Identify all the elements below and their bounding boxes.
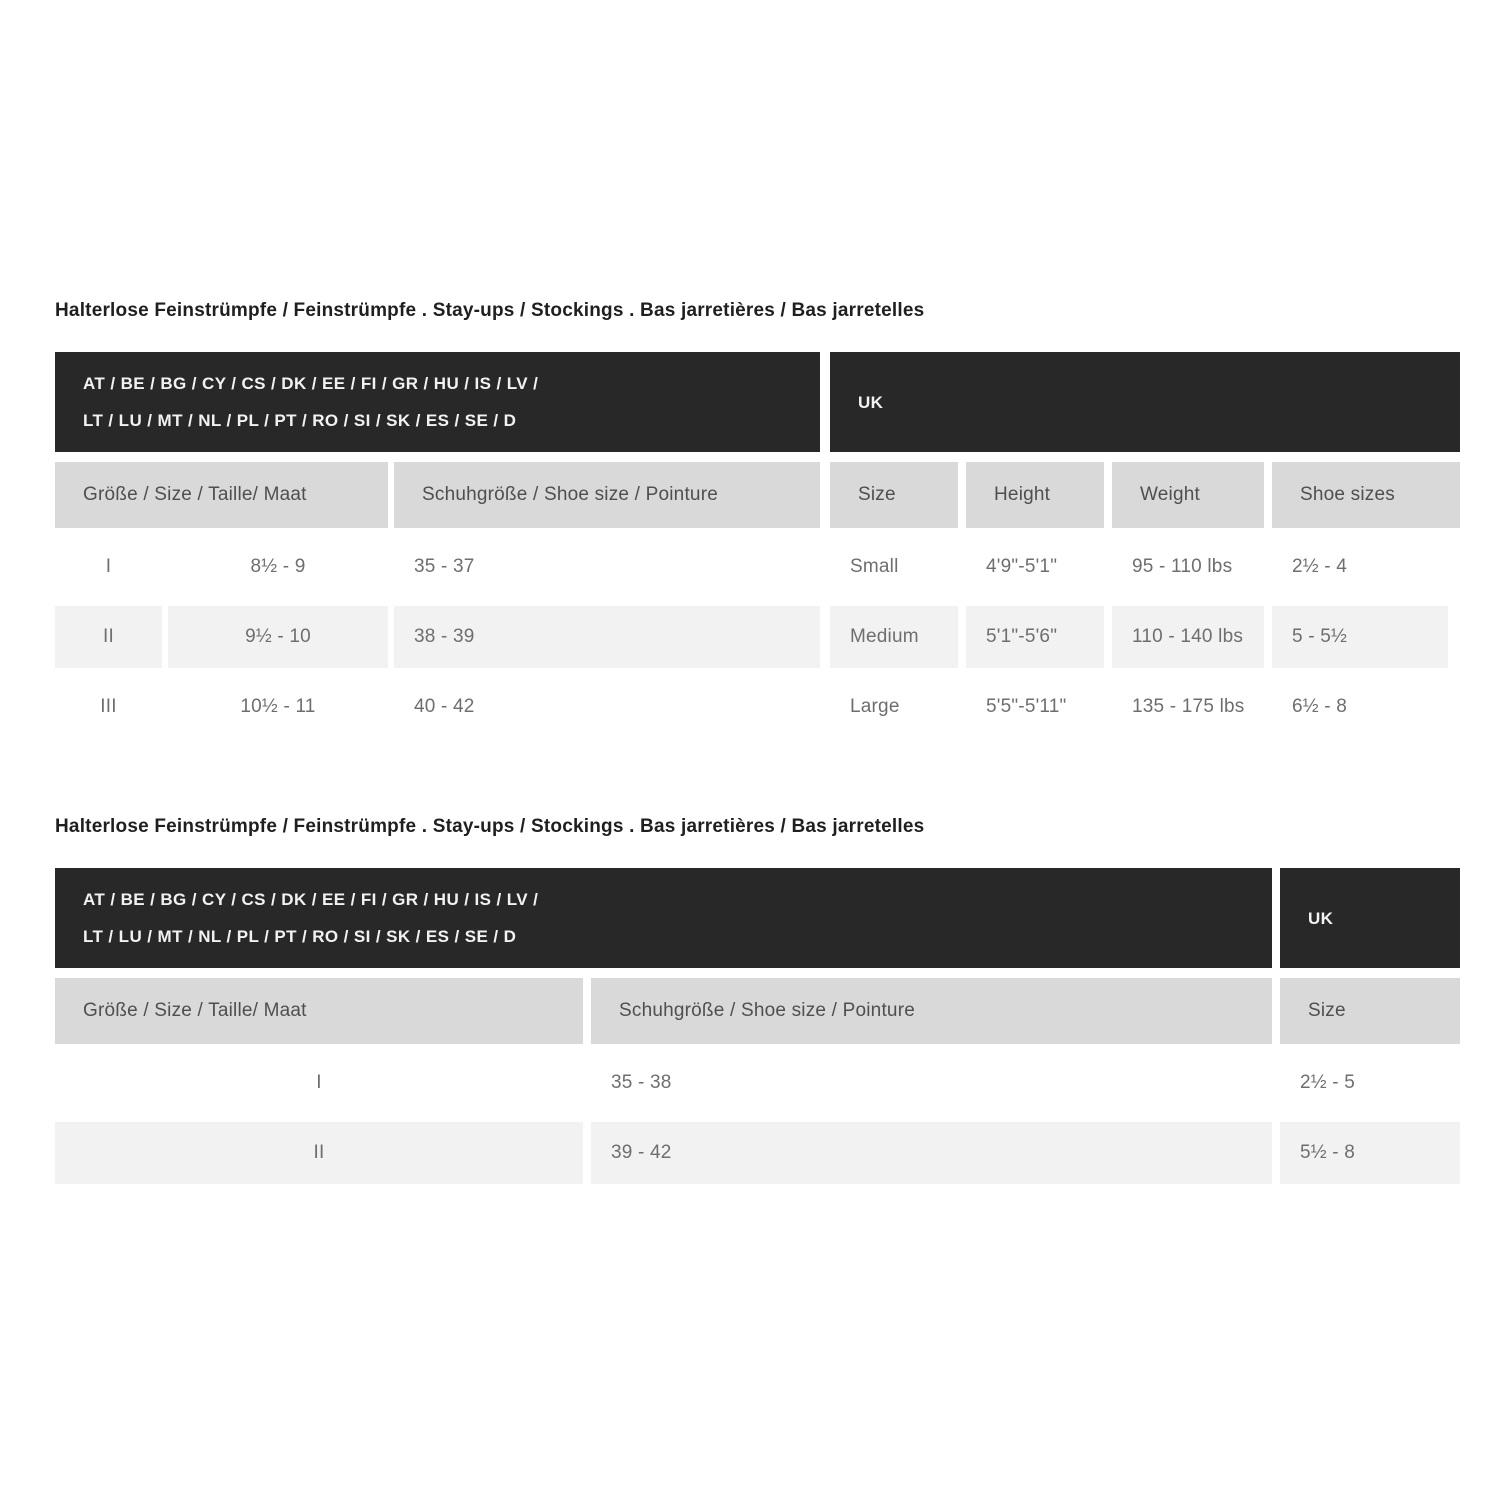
cell-shoe-range: 35 - 38 <box>611 1072 672 1093</box>
cell-size: I <box>105 556 112 577</box>
cell-height: 5'1"-5'6" <box>966 606 1104 668</box>
cell-height: 4'9"-5'1" <box>986 556 1058 577</box>
eu-countries-line1: AT / BE / BG / CY / CS / DK / EE / FI / GR / HU / IS / LV / <box>83 374 539 393</box>
cell-size: II <box>55 1122 583 1184</box>
cell-size-range: 9½ - 10 <box>168 606 388 668</box>
cell-uk-shoe: 2½ - 4 <box>1292 556 1348 577</box>
cell-size-range: 10½ - 11 <box>240 696 316 717</box>
column-header-shoe-size: Schuhgröße / Shoe size / Pointure <box>591 978 1272 1044</box>
cell-uk-shoe: 5 - 5½ <box>1272 606 1460 668</box>
cell-weight: 135 - 175 lbs <box>1132 696 1245 717</box>
uk-header-cell <box>830 352 1460 452</box>
column-header-uk-size: Size <box>830 462 958 528</box>
cell-shoe-range: 39 - 42 <box>591 1122 1272 1184</box>
column-header-size: Größe / Size / Taille/ Maat <box>55 462 388 528</box>
region-header-row <box>55 868 1460 968</box>
column-header-row <box>55 978 1460 1044</box>
section1-title: Halterlose Feinstrümpfe / Feinstrümpfe . Stay-ups / Stockings . Bas jarretières / Bas jarretelles <box>55 300 925 321</box>
cell-uk-size: 2½ - 5 <box>1300 1072 1356 1093</box>
cell-weight: 110 - 140 lbs <box>1112 606 1264 668</box>
eu-countries-header-cell <box>55 352 820 452</box>
cell-size: III <box>100 696 117 717</box>
eu-countries-line2: LT / LU / MT / NL / PL / PT / RO / SI / SK / ES / SE / D <box>83 927 517 946</box>
column-header-size: Größe / Size / Taille/ Maat <box>55 978 583 1044</box>
eu-countries-header-cell <box>55 868 1272 968</box>
uk-header-label: UK <box>1308 908 1334 928</box>
cell-uk-size: Small <box>850 556 899 577</box>
cell-shoe-range: 38 - 39 <box>394 606 820 668</box>
eu-countries-line2: LT / LU / MT / NL / PL / PT / RO / SI / SK / ES / SE / D <box>83 411 517 430</box>
cell-uk-size: Large <box>850 696 900 717</box>
cell-uk-size: Medium <box>830 606 958 668</box>
column-header-uk-shoe-sizes: Shoe sizes <box>1272 462 1460 528</box>
content-area <box>55 298 1460 1188</box>
size-table-stayups-simple <box>55 868 1460 1188</box>
cell-uk-shoe: 6½ - 8 <box>1292 696 1348 717</box>
table-row <box>55 602 1460 672</box>
column-header-uk-height: Height <box>966 462 1104 528</box>
cell-size: II <box>55 606 162 668</box>
column-header-row <box>55 462 1460 528</box>
cell-size-range: 8½ - 9 <box>250 556 306 577</box>
column-header-uk-weight: Weight <box>1112 462 1264 528</box>
table-row <box>55 672 1460 742</box>
eu-countries-line1: AT / BE / BG / CY / CS / DK / EE / FI / GR / HU / IS / LV / <box>83 890 539 909</box>
region-header-row <box>55 352 1460 452</box>
size-table-stayups-full <box>55 352 1460 742</box>
cell-shoe-range: 35 - 37 <box>414 556 475 577</box>
cell-uk-size: 5½ - 8 <box>1280 1122 1460 1184</box>
table-row <box>55 1118 1460 1188</box>
cell-shoe-range: 40 - 42 <box>414 696 475 717</box>
uk-header-label: UK <box>858 392 884 412</box>
column-header-uk-size: Size <box>1280 978 1460 1044</box>
section2-title: Halterlose Feinstrümpfe / Feinstrümpfe . Stay-ups / Stockings . Bas jarretières / Bas jarretelles <box>55 816 925 837</box>
column-header-shoe-size: Schuhgröße / Shoe size / Pointure <box>394 462 820 528</box>
uk-header-cell <box>1280 868 1460 968</box>
cell-size: I <box>316 1072 322 1093</box>
table-row <box>55 532 1460 602</box>
cell-weight: 95 - 110 lbs <box>1132 556 1233 577</box>
cell-height: 5'5"-5'11" <box>986 696 1067 717</box>
table-row <box>55 1048 1460 1118</box>
